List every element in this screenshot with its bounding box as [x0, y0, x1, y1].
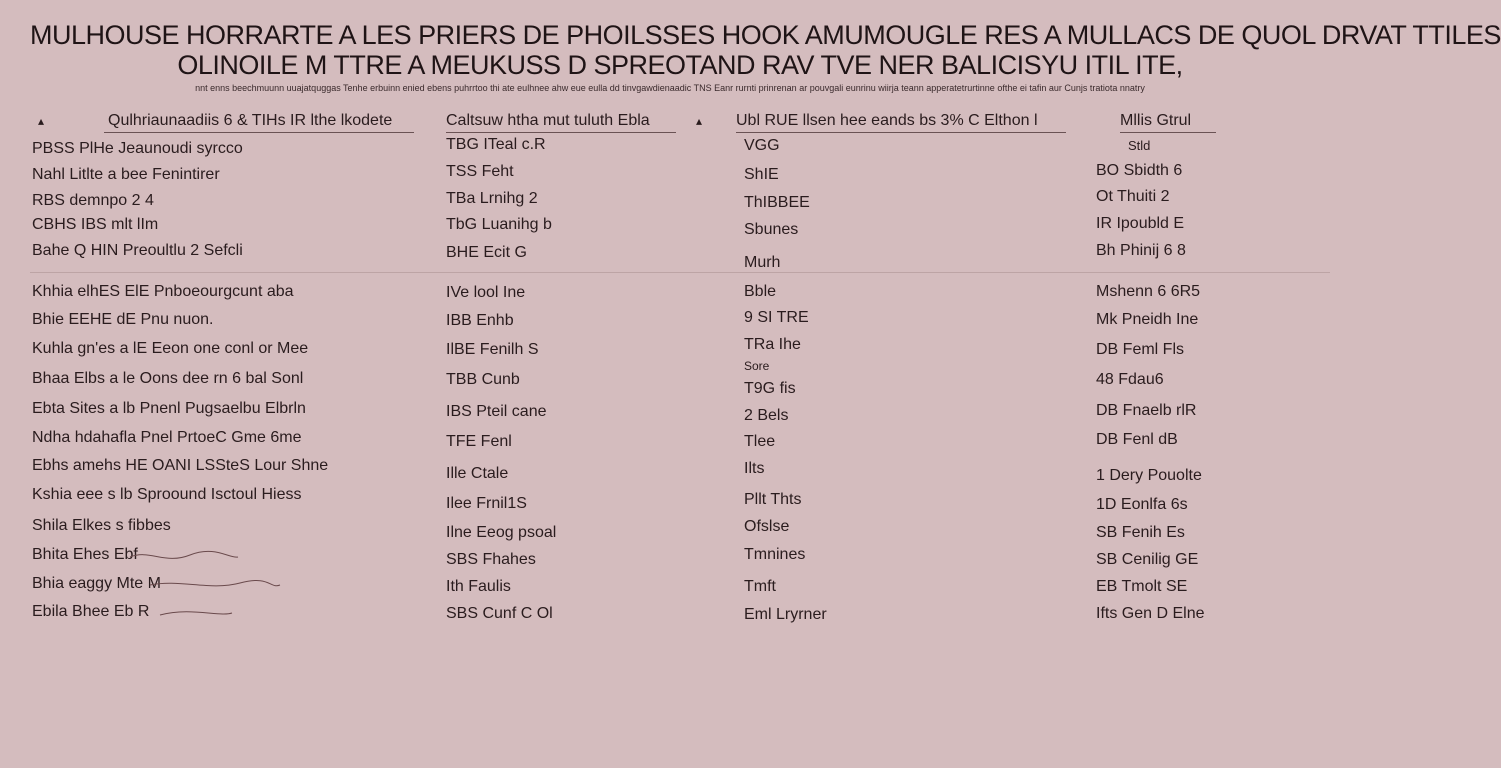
- table-cell: IVe lool Ine: [446, 284, 526, 301]
- table-cell: ShIE: [744, 166, 779, 183]
- table-cell: IlBE Fenilh S: [446, 341, 539, 358]
- column-header: [696, 112, 1038, 130]
- table-cell: SB Cenilig GE: [1096, 551, 1199, 568]
- column-header-label: Mllis Gtrul: [1120, 112, 1192, 129]
- table-cell: Mk Pneidh Ine: [1096, 311, 1199, 328]
- column-header-label: Caltsuw htha mut tuluth Ebla: [446, 112, 650, 129]
- table-cell: Ot Thuiti 2: [1096, 188, 1170, 205]
- table-cell: TBB Cunb: [446, 371, 520, 388]
- column-header-rule: [1120, 132, 1216, 133]
- table-cell: DB Feml Fls: [1096, 341, 1184, 358]
- table-cell: TBa Lrnihg 2: [446, 190, 538, 207]
- table-cell: ThIBBEE: [744, 194, 810, 211]
- table-cell: SBS Fhahes: [446, 551, 536, 568]
- table-cell: Ebta Sites a lb Pnenl Pugsaelbu Elbrln: [32, 400, 306, 417]
- table-cell: Kshia eee s lb Sproound Isctoul Hiess: [32, 486, 302, 503]
- column-3: [696, 0, 1090, 768]
- table-cell: Ilee Frnil1S: [446, 495, 527, 512]
- table-cell: Bhie EEHE dE Pnu nuon.: [32, 311, 214, 328]
- table-cell: EB Tmolt SE: [1096, 578, 1188, 595]
- table-cell: DB Fnaelb rlR: [1096, 402, 1197, 419]
- table-cell: Eml Lryrner: [744, 606, 827, 623]
- table-cell: Bahe Q HIN Preoultlu 2 Sefcli: [32, 242, 243, 259]
- column-4: [1090, 0, 1330, 768]
- table-cell: DB Fenl dB: [1096, 431, 1178, 448]
- table-cell: Pllt Thts: [744, 491, 802, 508]
- table-cell: IBS Pteil cane: [446, 403, 547, 420]
- table-cell: Bhita Ehes Ebf: [32, 546, 138, 563]
- table-cell: Nahl Litlte a bee Fenintirer: [32, 166, 220, 183]
- table-cell: VGG: [744, 137, 780, 154]
- table-cell: Stld: [1128, 138, 1151, 153]
- handwritten-scribble: [120, 545, 320, 625]
- table-cell: 1D Eonlfa 6s: [1096, 496, 1188, 513]
- table-cell: Tlee: [744, 433, 776, 450]
- table-cell: Sore: [744, 359, 770, 373]
- column-header: [446, 112, 650, 130]
- table-cell: Tmft: [744, 578, 776, 595]
- table-cell: Ofslse: [744, 518, 790, 535]
- column-header-rule: [446, 132, 676, 133]
- table-cell: Shila Elkes s fibbes: [32, 517, 171, 534]
- column-header-rule: [736, 132, 1066, 133]
- table-cell: Bhaa Elbs a le Oons dee rn 6 bal Sonl: [32, 370, 304, 387]
- table-cell: Bble: [744, 283, 777, 300]
- table-cell: TFE Fenl: [446, 433, 512, 450]
- page-title: MULHOUSE HORRARTE A LES PRIERS DE PHOILSSES HOOK AMUMOUGLE RES A MULLACS DE QUOL DRVAT TTILES: [30, 20, 1501, 50]
- table-cell: Ilts: [744, 460, 765, 477]
- column-header: [1120, 112, 1191, 130]
- table-cell: IR Ipoubld E: [1096, 215, 1185, 232]
- table-cell: 2 Bels: [744, 407, 789, 424]
- table-cell: Ebila Bhee Eb R: [32, 603, 150, 620]
- column-header: [38, 112, 392, 130]
- table-cell: 1 Dery Pouolte: [1096, 467, 1202, 484]
- table-cell: Ndha hdahafla Pnel PrtoeC Gme 6me: [32, 429, 302, 446]
- table-cell: Kuhla gn'es a lE Eeon one conl or Mee: [32, 340, 309, 357]
- table-cell: SBS Cunf C Ol: [446, 605, 553, 622]
- table-cell: Bh Phinij 6 8: [1096, 242, 1186, 259]
- table-cell: IBB Enhb: [446, 312, 514, 329]
- table-cell: 48 Fdau6: [1096, 371, 1164, 388]
- table-cell: Ilne Eeog psoal: [446, 524, 557, 541]
- caret-up-icon: ▴: [696, 114, 703, 128]
- table-cell: TBG ITeal c.R: [446, 136, 546, 153]
- column-2: [420, 0, 720, 768]
- column-header-rule: [104, 132, 414, 133]
- table-cell: Bhia eaggy Mte M: [32, 575, 161, 592]
- table-cell: Mshenn 6 6R5: [1096, 283, 1201, 300]
- table-cell: BO Sbidth 6: [1096, 162, 1183, 179]
- table-cell: RBS demnpo 2 4: [32, 192, 154, 209]
- page-title-line-2: OLINOILE M TTRE A MEUKUSS D SPREOTAND RAV TVE NER BALICISYU ITIL ITE,: [177, 50, 1183, 80]
- table-cell: T9G fis: [744, 380, 796, 397]
- table-cell: Ith Faulis: [446, 578, 511, 595]
- column-header-label: Qulhriaunaadiis 6 & TIHs IR lthe lkodete: [108, 112, 393, 129]
- section-divider: [30, 272, 1330, 273]
- table-cell: Murh: [744, 254, 781, 271]
- column-1: [0, 0, 420, 768]
- table-cell: TRa Ihe: [744, 336, 801, 353]
- table-cell: Ifts Gen D Elne: [1096, 605, 1205, 622]
- table-cell: SB Fenih Es: [1096, 524, 1185, 541]
- table-cell: Sbunes: [744, 221, 799, 238]
- table-cell: Khhia elhES ElE Pnboeourgcunt aba: [32, 283, 294, 300]
- table-cell: Ebhs amehs HE OANI LSSteS Lour Shne: [32, 457, 329, 474]
- page-subtitle: nnt enns beechmuunn uuajatquggas Tenhe erbuinn enied ebens puhrrtoo thi ate eulhnee ahw eue eulla dd tinvgawdienaadic TNS Eanr rurnti prinrenan ar pouvgali eunrinu wiirja teann apperatetrurtinne ofthe ei tafin aur Cunjs tratiota nnatry: [195, 83, 1145, 93]
- table-cell: TbG Luanihg b: [446, 216, 552, 233]
- table-cell: Ille Ctale: [446, 465, 509, 482]
- column-header-label: Ubl RUE llsen hee eands bs 3% C Elthon l: [736, 112, 1038, 129]
- table-cell: 9 SI TRE: [744, 309, 809, 326]
- table-cell: PBSS PlHe Jeaunoudi syrcco: [32, 140, 243, 157]
- table-cell: BHE Ecit G: [446, 244, 527, 261]
- table-cell: Tmnines: [744, 546, 806, 563]
- caret-up-icon: ▴: [38, 114, 45, 128]
- table-cell: TSS Feht: [446, 163, 514, 180]
- table-cell: CBHS IBS mlt lIm: [32, 216, 159, 233]
